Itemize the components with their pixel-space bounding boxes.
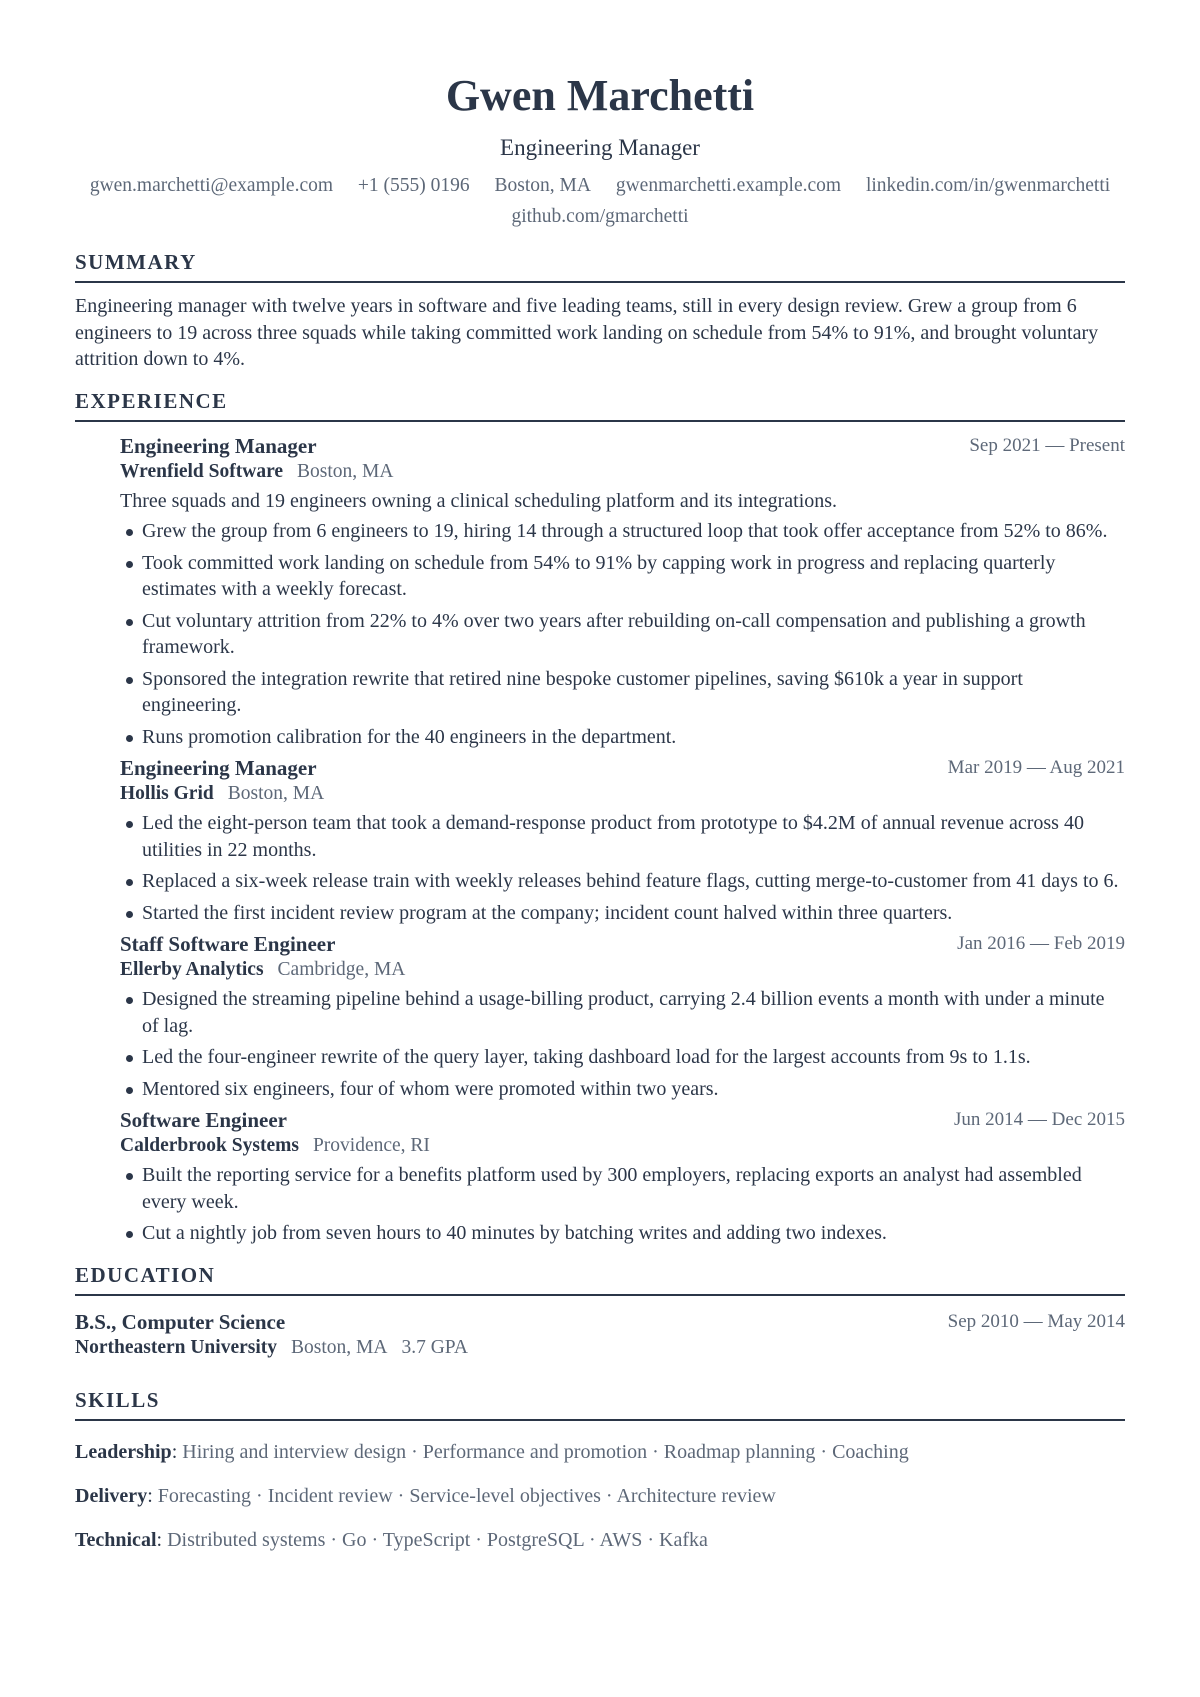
section-heading: SUMMARY [75, 248, 1125, 283]
job-dates: Jan 2016 — Feb 2019 [957, 933, 1125, 954]
job-bullets [120, 986, 1125, 1102]
summary-section [75, 248, 1125, 373]
bullet-item [120, 986, 1125, 1039]
bullet-text: Cut a nightly job from seven hours to 40 minutes by batching writes and adding two indexes. [142, 1222, 887, 1244]
summary-text: Engineering manager with twelve years in software and five leading teams, still in every design review. Grew a group from 6 engineers to 19 across three squads while taking committed work landing on schedule from 54% to 91%, and brought voluntary attrition down to 4%. [75, 295, 1099, 370]
experience-section [75, 387, 1125, 1247]
job-company-line [120, 781, 1125, 806]
skills-section [75, 1386, 1125, 1553]
bullet-text: Replaced a six-week release train with weekly releases behind feature flags, cutting merge-to-customer from 41 days to 6. [142, 870, 1119, 892]
bullet-item [120, 810, 1125, 863]
bullet-item [120, 1220, 1125, 1247]
job-entry [120, 932, 1125, 1102]
bullet-text: Mentored six engineers, four of whom were promoted within two years. [142, 1077, 719, 1100]
contact-line [75, 170, 1125, 232]
job-title: Engineering Manager [120, 433, 317, 458]
job-dates: Mar 2019 — Aug 2021 [947, 757, 1125, 778]
skill-category: Delivery [75, 1484, 148, 1507]
job-company: Calderbrook Systems [120, 1135, 299, 1156]
bullet-dot-icon [126, 1087, 133, 1094]
candidate-headline: Engineering Manager [500, 135, 700, 160]
bullet-item [120, 900, 1125, 927]
education-section [75, 1261, 1125, 1360]
job-description: Three squads and 19 engineers owning a clinical scheduling platform and its integrations. [120, 489, 838, 512]
degree: B.S., Computer Science [75, 1309, 286, 1334]
school-line [75, 1335, 1125, 1360]
skill-items: Hiring and interview design · Performance and promotion · Roadmap planning · Coaching [182, 1440, 909, 1463]
bullet-item [120, 666, 1125, 719]
school-name: Northeastern University [75, 1336, 277, 1358]
bullet-item [120, 550, 1125, 603]
bullet-item [120, 868, 1125, 895]
contact-github[interactable]: github.com/gmarchetti [511, 206, 689, 227]
skill-items: Forecasting · Incident review · Service-level objectives · Architecture review [157, 1484, 776, 1507]
bullet-text: Sponsored the integration rewrite that retired nine bespoke customer pipelines, saving $610k a year in support engineering. [142, 667, 1023, 716]
education-header [75, 1310, 1125, 1335]
bullet-text: Built the reporting service for a benefits platform used by 300 employers, replacing exports an analyst had assembled every week. [142, 1164, 1082, 1213]
contact-location: Boston, MA [494, 175, 591, 196]
job-location: Cambridge, MA [277, 959, 406, 980]
job-title: Staff Software Engineer [120, 932, 336, 956]
job-title: Software Engineer [120, 1108, 288, 1132]
bullet-text: Cut voluntary attrition from 22% to 4% over two years after rebuilding on-call compensation and publishing a growth framework. [142, 609, 1086, 658]
section-heading: EDUCATION [75, 1261, 1125, 1296]
bullet-item [120, 724, 1125, 751]
job-location: Boston, MA [227, 783, 325, 804]
section-heading: EXPERIENCE [75, 387, 1125, 422]
job-bullets [120, 1162, 1125, 1247]
bullet-text: Took committed work landing on schedule from 54% to 91% by capping work in progress and replacing quarterly estimates with a weekly forecast. [142, 551, 1056, 600]
job-bullets [120, 810, 1125, 926]
candidate-name: Gwen Marchetti [445, 71, 755, 120]
gpa: 3.7 GPA [401, 1336, 468, 1358]
bullet-item [120, 1162, 1125, 1215]
bullet-dot-icon [126, 911, 133, 918]
bullet-dot-icon [126, 1055, 133, 1062]
bullet-dot-icon [126, 561, 133, 568]
job-company: Ellerby Analytics [120, 959, 264, 980]
bullet-item [120, 518, 1125, 545]
bullet-text: Runs promotion calibration for the 40 engineers in the department. [142, 725, 677, 748]
contact-website[interactable]: gwenmarchetti.example.com [615, 175, 842, 196]
job-entry [120, 1108, 1125, 1247]
bullet-text: Started the first incident review program at the company; incident count halved within three quarters. [142, 901, 953, 924]
bullet-dot-icon [126, 677, 133, 684]
job-entry [120, 756, 1125, 926]
job-location: Boston, MA [297, 460, 394, 482]
job-location: Providence, RI [312, 1135, 430, 1156]
job-dates: Jun 2014 — Dec 2015 [954, 1109, 1125, 1130]
contact-phone[interactable]: +1 (555) 0196 [357, 175, 470, 196]
education-dates: Sep 2010 — May 2014 [947, 1310, 1125, 1332]
job-title: Engineering Manager [120, 756, 317, 780]
bullet-item [120, 608, 1125, 661]
bullet-dot-icon [126, 529, 133, 536]
bullet-item [120, 1076, 1125, 1103]
bullet-text: Designed the streaming pipeline behind a usage-billing product, carrying 2.4 billion events a month with under a minute of lag. [142, 988, 1105, 1037]
bullet-dot-icon [126, 879, 133, 886]
job-company-line [120, 957, 1125, 982]
job-bullets [120, 518, 1125, 750]
skill-category: Technical [75, 1528, 157, 1551]
section-heading: SKILLS [75, 1386, 1125, 1421]
bullet-dot-icon [126, 1173, 133, 1180]
skill-items: Distributed systems · Go · TypeScript · PostgreSQL · AWS · Kafka [167, 1528, 708, 1551]
bullet-text: Led the eight-person team that took a demand-response product from prototype to $4.2M of annual revenue across 40 utilities in 22 months. [142, 812, 1084, 861]
bullet-dot-icon [126, 821, 133, 828]
job-header [120, 756, 1125, 781]
bullet-text: Grew the group from 6 engineers to 19, hiring 14 through a structured loop that took offer acceptance from 52% to 86%. [142, 520, 1108, 542]
job-header [120, 932, 1125, 957]
skills-row: Delivery: Forecasting · Incident review · Service-level objectives · Architecture review [75, 1484, 776, 1507]
bullet-dot-icon [126, 997, 133, 1004]
job-company: Wrenfield Software [120, 460, 284, 482]
job-header [120, 1108, 1125, 1133]
school-location: Boston, MA [291, 1336, 388, 1358]
bullet-dot-icon [126, 1231, 133, 1238]
education-entry [75, 1310, 1125, 1360]
skills-row: Leadership: Hiring and interview design · Performance and promotion · Roadmap planning · Coaching [75, 1440, 909, 1463]
bullet-dot-icon [126, 735, 133, 742]
job-header [120, 434, 1125, 459]
bullet-dot-icon [126, 619, 133, 626]
job-company-line [120, 1133, 1125, 1158]
job-company: Hollis Grid [120, 783, 214, 804]
contact-email[interactable]: gwen.marchetti@example.com [89, 175, 334, 196]
skills-row: Technical: Distributed systems · Go · TypeScript · PostgreSQL · AWS · Kafka [75, 1528, 708, 1551]
bullet-text: Led the four-engineer rewrite of the query layer, taking dashboard load for the largest accounts from 9s to 1.1s. [142, 1046, 1031, 1068]
bullet-item [120, 1044, 1125, 1071]
job-entry [120, 434, 1125, 751]
contact-linkedin[interactable]: linkedin.com/in/gwenmarchetti [865, 175, 1111, 196]
job-company-line [120, 459, 1125, 484]
job-dates: Sep 2021 — Present [969, 434, 1125, 456]
skill-category: Leadership [75, 1440, 172, 1463]
